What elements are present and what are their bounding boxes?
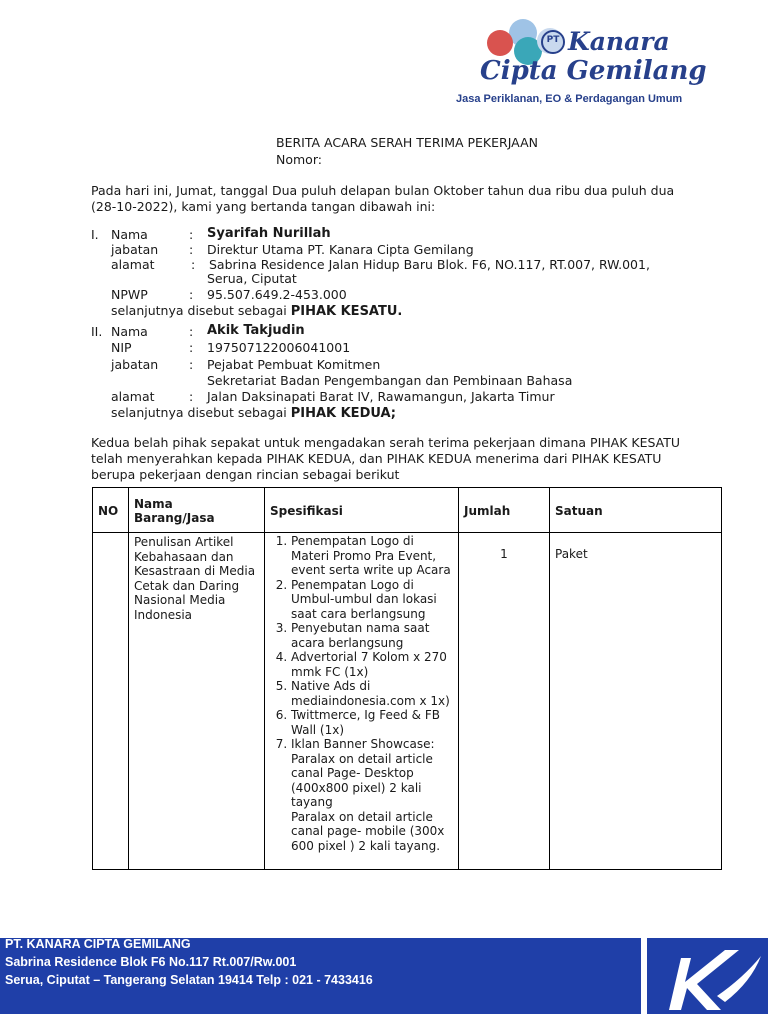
spec-7-sub-1: Paralax on detail article canal Page- Desktop (400x800 pixel) 2 kali tayang	[291, 751, 433, 809]
footer-company-name: PT. KANARA CIPTA GEMILANG	[5, 937, 191, 951]
cell-item-name: Penulisan Artikel Kebahasaan dan Kesastraan di Media Cetak dan Daring Nasional Media Indonesia	[129, 533, 265, 870]
party-two-position-label: jabatan	[111, 357, 159, 372]
intro-line-1: Pada hari ini, Jumat, tanggal Dua puluh delapan bulan Oktober tahun dua ribu dua puluh dua	[91, 183, 675, 198]
header-unit: Satuan	[550, 488, 722, 533]
intro-line-2: (28-10-2022), kami yang bertanda tangan dibawah ini:	[91, 199, 436, 214]
designation-prefix: selanjutnya disebut sebagai	[111, 303, 287, 318]
party-one-designation	[111, 303, 402, 320]
list-item	[291, 737, 452, 853]
cell-quantity: 1	[459, 533, 550, 870]
footer-address-line-1: Sabrina Residence Blok F6 No.117 Rt.007/Rw.001	[5, 955, 297, 969]
party-one-roman: I.	[91, 227, 99, 242]
colon: :	[189, 389, 194, 404]
spec-7-sub-2: Paralax on detail article canal page- mobile (300x 600 pixel ) 2 kali tayang.	[291, 809, 445, 853]
party-one-npwp-value: 95.507.649.2-453.000	[207, 287, 347, 302]
list-item: 2. Penempatan Logo di Umbul-umbul dan lokasi saat cara berlangsung	[291, 578, 452, 622]
colon: :	[189, 242, 194, 257]
designation-value: PIHAK KESATU.	[290, 304, 403, 319]
party-one-position-label: jabatan	[111, 242, 159, 257]
header-quantity: Jumlah	[459, 488, 550, 533]
logo-brand-line2: Cipta Gemilang	[480, 56, 707, 86]
party-one-name-value: Syarifah Nurillah	[207, 226, 331, 241]
footer-address-bar	[0, 938, 641, 1014]
designation-value: PIHAK KEDUA;	[290, 406, 397, 421]
list-item: 3. Penyebutan nama saat acara berlangsung	[291, 621, 452, 650]
party-one-address-line-1: Sabrina Residence Jalan Hidup Baru Blok. F6, NO.117, RT.007, RW.001,	[209, 257, 650, 272]
list-item: 6. Twittmerce, Ig Feed & FB Wall (1x)	[291, 708, 452, 737]
footer-logo-mark	[647, 938, 768, 1014]
party-one-position-value: Direktur Utama PT. Kanara Cipta Gemilang	[207, 242, 474, 257]
list-item: 5. Native Ads di mediaindonesia.com x 1x)	[291, 679, 452, 708]
party-two-name-label: Nama	[111, 324, 148, 339]
footer-address-line-2: Serua, Ciputat – Tangerang Selatan 19414 Telp : 021 - 7433416	[5, 973, 373, 987]
party-two-address-label: alamat	[111, 389, 155, 404]
party-two-designation	[111, 405, 396, 422]
logo-tagline: Jasa Periklanan, EO & Perdagangan Umum	[456, 93, 683, 105]
party-two-position-line-1: Pejabat Pembuat Komitmen	[207, 357, 381, 372]
colon: :	[189, 324, 194, 339]
document-title: BERITA ACARA SERAH TERIMA PEKERJAAN	[276, 135, 538, 150]
colon: :	[189, 287, 194, 302]
party-one-name-label: Nama	[111, 227, 148, 242]
k-logo-icon	[647, 938, 768, 1014]
colon: :	[189, 227, 194, 242]
table-row	[93, 533, 722, 870]
header-specification: Spesifikasi	[265, 488, 459, 533]
table-header-row	[93, 488, 722, 533]
list-item: 1. Penempatan Logo di Materi Promo Pra Event, event serta write up Acara	[291, 534, 452, 578]
party-one-address-label: alamat	[111, 257, 155, 272]
header-item-name-line-2: Barang/Jasa	[134, 511, 215, 525]
header-no: NO	[93, 488, 129, 533]
agreement-line-1: Kedua belah pihak sepakat untuk mengadakan serah terima pekerjaan dimana PIHAK KESATU	[91, 435, 681, 450]
spec-7-title: Iklan Banner Showcase:	[291, 737, 435, 751]
party-one-npwp-label: NPWP	[111, 287, 148, 302]
specification-list	[265, 533, 458, 853]
logo-badge: PT	[546, 35, 560, 45]
specification-table	[92, 487, 722, 870]
header-item-name-line-1: Nama	[134, 497, 173, 511]
agreement-line-3: berupa pekerjaan dengan rincian sebagai berikut	[91, 467, 400, 482]
colon: :	[189, 340, 194, 355]
company-logo	[456, 18, 718, 110]
party-two-roman: II.	[91, 324, 103, 339]
cell-no	[93, 533, 129, 870]
cell-specification	[265, 533, 459, 870]
colon: :	[189, 357, 194, 372]
party-two-position-line-2: Sekretariat Badan Pengembangan dan Pembinaan Bahasa	[207, 373, 573, 388]
party-two-name-value: Akik Takjudin	[207, 323, 305, 338]
header-item-name	[129, 488, 265, 533]
colon: :	[191, 257, 196, 272]
party-two-nip-label: NIP	[111, 340, 132, 355]
party-two-nip-value: 197507122006041001	[207, 340, 351, 355]
document-number-label: Nomor:	[276, 152, 322, 167]
agreement-line-2: telah menyerahkan kepada PIHAK KEDUA, dan PIHAK KEDUA menerima dari PIHAK KESATU	[91, 451, 662, 466]
party-two-address-value: Jalan Daksinapati Barat IV, Rawamangun, Jakarta Timur	[207, 389, 555, 404]
party-one-address-line-2: Serua, Ciputat	[207, 271, 297, 286]
list-item: 4. Advertorial 7 Kolom x 270 mmk FC (1x)	[291, 650, 452, 679]
cell-unit: Paket	[550, 533, 722, 870]
designation-prefix: selanjutnya disebut sebagai	[111, 405, 287, 420]
logo-brand-line1: Kanara	[568, 27, 670, 56]
